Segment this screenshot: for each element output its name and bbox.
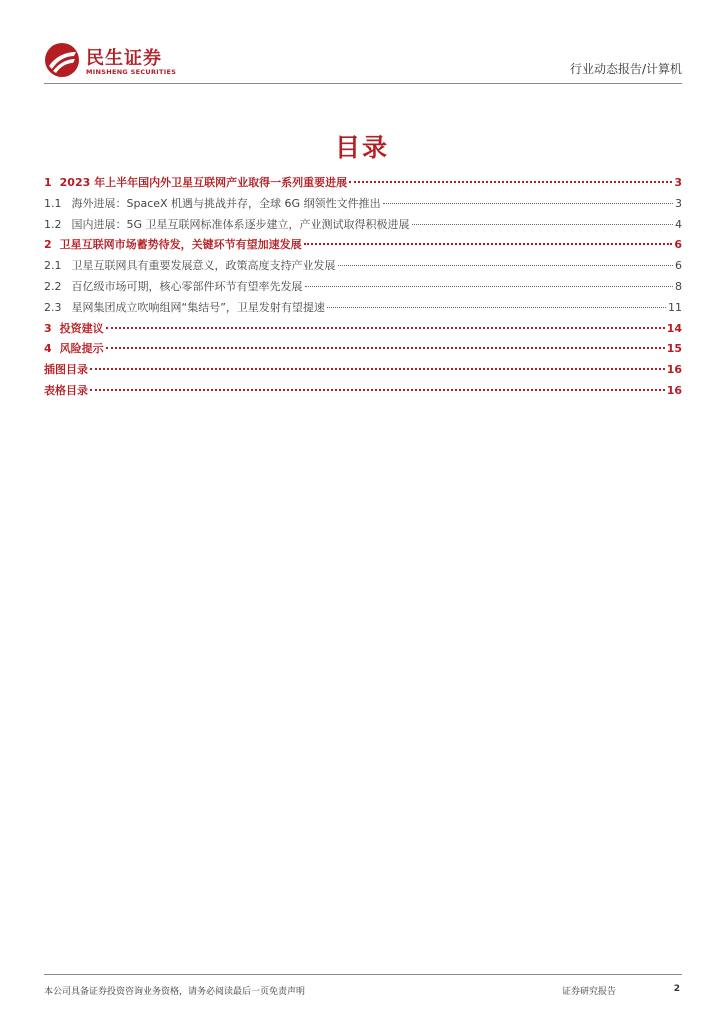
report-category: 行业动态报告/计算机 xyxy=(569,62,682,76)
toc-entry-text: 投资建议 xyxy=(59,321,104,335)
toc-entry-text: 插图目录 xyxy=(44,363,88,377)
toc-entry-number: 2.3 xyxy=(44,300,62,314)
toc-entry-page: 16 xyxy=(666,363,682,377)
toc-leader-dots xyxy=(327,306,666,308)
toc-entry-page: 16 xyxy=(666,383,682,397)
logo-emblem-icon xyxy=(44,42,80,78)
toc-entry-page: 6 xyxy=(674,238,682,252)
toc-entry-1-1[interactable] xyxy=(44,195,682,216)
toc-entry-text: 2023 年上半年国内外卫星互联网产业取得一系列重要进展 xyxy=(59,176,348,189)
toc-entry-page: 6 xyxy=(675,259,682,273)
toc-leader-dots xyxy=(90,388,665,391)
toc-entry-number: 2.2 xyxy=(44,279,62,293)
page-header xyxy=(44,38,682,82)
footer-report-type: 证券研究报告 xyxy=(562,987,617,997)
toc-leader-dots xyxy=(305,285,674,287)
toc-entry-page: 14 xyxy=(666,321,682,335)
toc-entry-number: 1.2 xyxy=(44,217,62,231)
footer-divider xyxy=(44,974,682,975)
toc-entry-number: 1.1 xyxy=(44,196,62,210)
toc-leader-dots xyxy=(106,326,665,329)
table-of-contents xyxy=(44,174,682,403)
toc-entry-number: 2.1 xyxy=(44,259,62,273)
toc-entry-number: 4 xyxy=(44,342,52,356)
toc-entry-page: 15 xyxy=(666,342,682,356)
toc-entry-2-2[interactable] xyxy=(44,278,682,299)
toc-entry-page: 8 xyxy=(675,279,682,293)
toc-entry-text: 卫星互联网市场蓄势待发，关键环节有望加速发展 xyxy=(59,238,302,252)
toc-entry-text: 国内进展：5G 卫星互联网标准体系逐步建立，产业测试取得积极进展 xyxy=(71,217,410,231)
toc-entry-text: 风险提示 xyxy=(59,342,104,356)
logo-text-en: MINSHENG SECURITIES xyxy=(86,68,177,76)
toc-entry-tables[interactable] xyxy=(44,382,682,403)
toc-title: 目录 xyxy=(334,133,389,162)
page-number: 2 xyxy=(673,984,680,994)
toc-leader-dots xyxy=(383,202,673,204)
toc-leader-dots xyxy=(90,367,665,370)
toc-entry-2[interactable] xyxy=(44,236,682,257)
toc-entry-text: 卫星互联网具有重要发展意义，政策高度支持产业发展 xyxy=(71,259,336,273)
toc-entry-3[interactable] xyxy=(44,320,682,341)
toc-entry-figures[interactable] xyxy=(44,361,682,382)
toc-entry-page: 3 xyxy=(674,176,682,189)
toc-entry-number: 3 xyxy=(44,321,52,335)
logo-text-cn: 民生证券 xyxy=(86,48,162,69)
toc-entry-text: 表格目录 xyxy=(44,383,88,397)
header-divider xyxy=(44,83,682,84)
toc-entry-2-3[interactable] xyxy=(44,299,682,320)
toc-entry-number: 2 xyxy=(44,238,52,252)
toc-leader-dots xyxy=(349,180,672,183)
toc-entry-text: 星网集团成立吹响组网“集结号”，卫星发射有望提速 xyxy=(71,300,325,314)
company-logo xyxy=(44,42,244,82)
footer-disclaimer: 本公司具备证券投资咨询业务资格，请务必阅读最后一页免责声明 xyxy=(44,987,306,997)
toc-entry-1-2[interactable] xyxy=(44,216,682,237)
toc-entry-number: 1 xyxy=(44,176,52,189)
toc-entry-1[interactable] xyxy=(44,174,682,195)
toc-entry-page: 4 xyxy=(675,217,682,231)
toc-entry-4[interactable] xyxy=(44,340,682,361)
toc-leader-dots xyxy=(106,346,665,349)
toc-leader-dots xyxy=(338,264,674,266)
toc-entry-text: 百亿级市场可期，核心零部件环节有望率先发展 xyxy=(71,279,303,293)
toc-entry-page: 11 xyxy=(668,300,682,314)
toc-entry-text: 海外进展：SpaceX 机遇与挑战并存，全球 6G 纲领性文件推出 xyxy=(71,196,381,210)
toc-entry-page: 3 xyxy=(675,196,682,210)
toc-entry-2-1[interactable] xyxy=(44,257,682,278)
toc-leader-dots xyxy=(412,223,673,225)
toc-leader-dots xyxy=(304,242,673,245)
